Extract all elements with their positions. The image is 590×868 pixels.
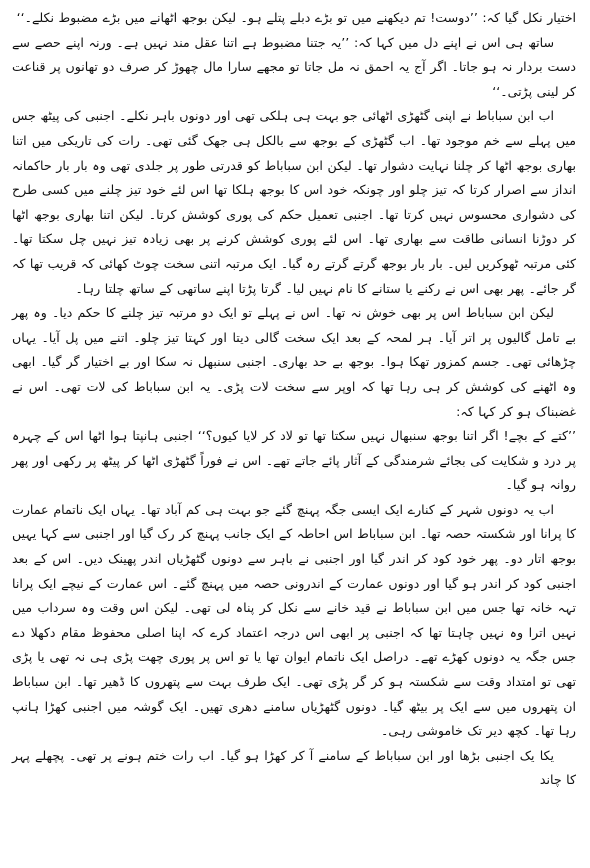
paragraph-7: یکا یک اجنبی بڑھا اور ابن سباباط کے سامنے آ کر کھڑا ہو گیا۔ اب رات ختم ہونے پر تھی۔ پچھلے پہر کا چاند — [12, 747, 576, 788]
paragraph-6: اب یہ دونوں شہر کے کنارے ایک ایسی جگہ پہنچ گئے جو بہت ہی کم آباد تھا۔ یہاں ایک ناتمام عمارت کا پرانا اور شکستہ حصہ تھا۔ ابن سباباط اس احاطہ کے ایک جانب پہنچ کر رک گیا اور اجنبی سے کہا یہیں بوجھ اتار دو۔ پھر خود کود کر اندر گیا اور اجنبی نے باہر سے دونوں گٹھڑیاں اندر پھینک دیں۔ اس کے بعد اجنبی کود کر اندر ہو گیا اور دونوں عمارت کے اندرونی حصہ میں پہنچ گئے۔ اس عمارت کے نیچے ایک پرانا تہہ خانہ تھا جس میں ابن سباباط نے قید خانے سے نکل کر پناہ لی تھی۔ لیکن اس وقت وہ سرداب میں نہیں اترا وہ نہیں چاہتا تھا کہ اجنبی پر ابھی اس درجہ اعتماد کرے کہ اپنا اصلی محفوظ مقام دکھلا دے جس جگہ یہ دونوں کھڑے تھے۔ دراصل ایک ناتمام ایوان تھا یا تو اس پر پوری چھت پڑی ہی نہ تھی یا پڑی تھی تو امتداد وقت سے شکستہ ہو کر گر پڑی تھی۔ ایک طرف بہت سے پتھروں کا ڈھیر تھا۔ ابن سباباط ان پتھروں میں سے ایک پر بیٹھ گیا۔ دونوں گٹھڑیاں سامنے دھری تھیں۔ ایک گوشہ میں اجنبی کھڑا ہانپ رہا تھا۔ کچھ دیر تک خاموشی رہی۔ — [12, 501, 576, 739]
paragraph-1: اختیار نکل گیا کہ: ’’دوست! تم دیکھنے میں تو بڑے دبلے پتلے ہو۔ لیکن بوجھ اٹھانے میں بڑے مضبوط نکلے۔‘‘ — [16, 10, 576, 25]
paragraph-4: لیکن ابن سباباط اس پر بھی خوش نہ تھا۔ اس نے پہلے تو ایک دو مرتبہ تیز چلنے کا حکم دیا۔ وہ پھر بے تامل گالیوں پر اتر آیا۔ ہر لمحہ کے بعد ایک سخت گالی دیتا اور کہتا تیز چلو۔ اتنے میں پل آیا۔ یہاں چڑھائی تھی۔ جسم کمزور تھکا ہوا۔ بوجھ بے حد بھاری۔ اجنبی سنبھل نہ سکا اور بے اختیار گر گیا۔ ابھی وہ اٹھنے کی کوشش کر ہی رہا تھا کہ اوپر سے سخت لات پڑی۔ یہ ابن سباباط کی لات تھی۔ اس نے غضبناک ہو کر کہا کہ: — [12, 305, 576, 419]
paragraph-2: ساتھ ہی اس نے اپنے دل میں کہا کہ: ’’یہ جتنا مضبوط ہے اتنا عقل مند نہیں ہے۔ ورنہ اپنے حصے سے دست بردار نہ ہو جاتا۔ اگر آج یہ احمق نہ مل جاتا تو مجھے سارا مال چھوڑ کر صرف دو تھانوں پر قناعت کر لینی پڑتی۔‘‘ — [12, 34, 576, 99]
paragraph-5: ’’کتے کے بچے! اگر اتنا بوجھ سنبھال نہیں سکتا تھا تو لاد کر لایا کیوں؟‘‘ اجنبی ہانپتا ہوا اٹھا اس کے چہرہ پر درد و شکایت کی بجائے شرمندگی کے آثار پائے جاتے تھے۔ اس نے فوراً گٹھڑی اٹھا کر پیٹھ پر رکھی اور پھر روانہ ہو گیا۔ — [12, 428, 576, 493]
paragraph-3: اب ابن سباباط نے اپنی گٹھڑی اٹھائی جو بہت ہی ہلکی تھی اور دونوں باہر نکلے۔ اجنبی کی پیٹھ جس میں پہلے سے خم موجود تھا۔ اب گٹھڑی کے بوجھ سے بالکل ہی جھک گئی تھی۔ رات کی تاریکی میں اتنا بھاری بوجھ اٹھا کر چلنا نہایت دشوار تھا۔ لیکن ابن سباباط کو قدرتی طور پر جلدی تھی وہ بار بار حاکمانہ انداز سے اصرار کرتا کہ تیز چلو اور چونکہ خود اس کا بوجھ ہلکا تھا اس لئے خود تیز چلنے میں کسی طرح کی دشواری محسوس نہیں کرتا تھا۔ اجنبی تعمیل حکم کی پوری کوشش کرتا۔ لیکن اتنا بھاری بوجھ اٹھا کر دوڑنا انسانی طاقت سے بھاری تھا۔ اس لئے پوری کوشش کرنے پر بھی زیادہ تیز نہیں چل سکتا تھا۔ کئی مرتبہ ٹھوکریں لیں۔ بار بار بوجھ گرتے گرتے رہ گیا۔ ایک مرتبہ اتنی سخت چوٹ کھائی کہ قریب تھا کہ گر جائے۔ پھر بھی اس نے رکنے یا ستانے کا نام نہیں لیا۔ گرتا پڑتا اپنے ساتھی کے ساتھ چلتا رہا۔ — [12, 108, 576, 296]
